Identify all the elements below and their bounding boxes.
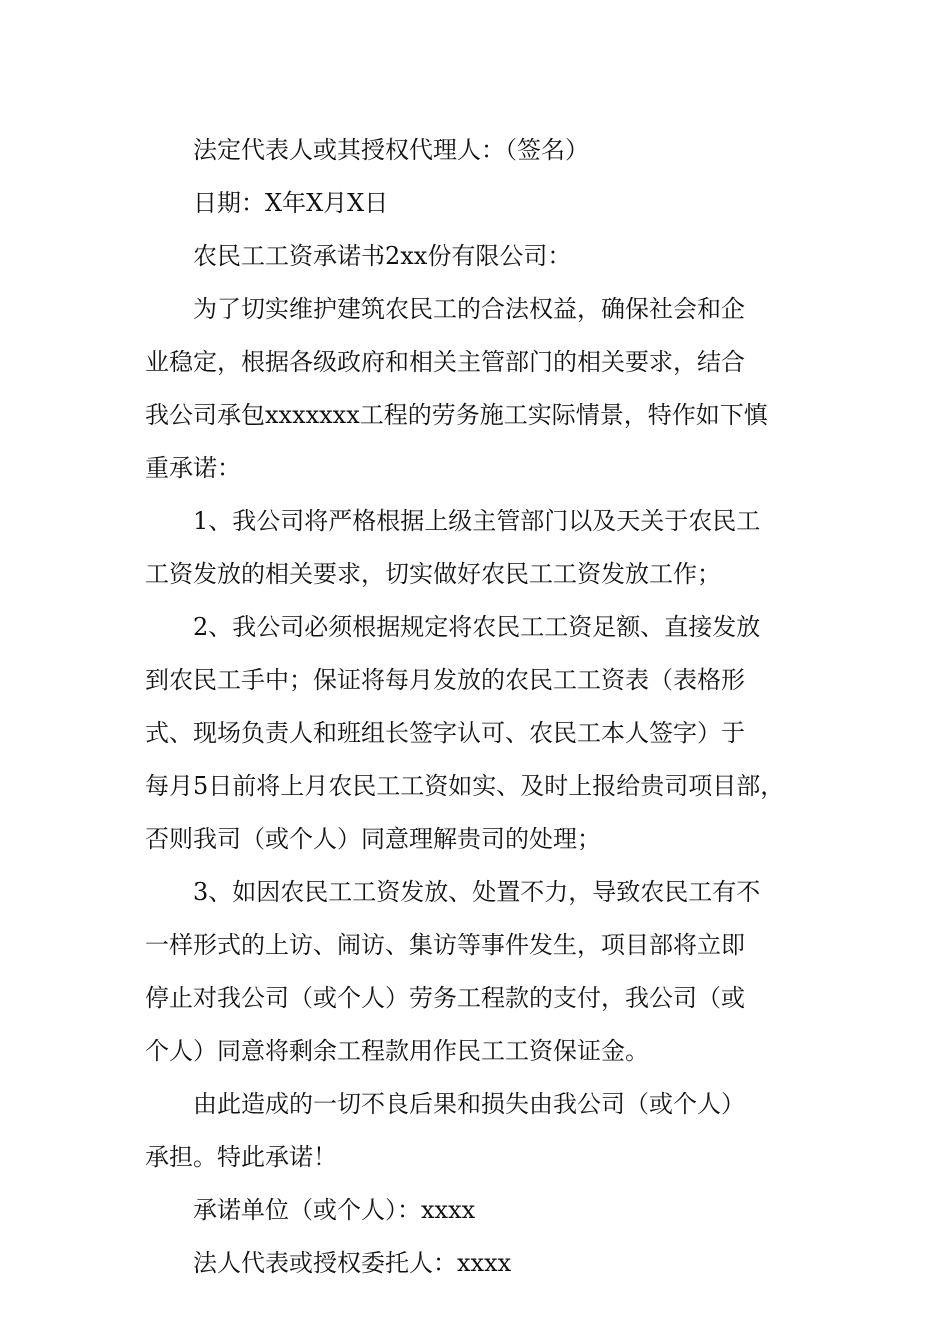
paragraph-line: 2、我公司必须根据规定将农民工工资足额、直接发放 xyxy=(193,613,761,641)
legal-rep-line: 法人代表或授权委托人：xxxx xyxy=(193,1249,512,1277)
item-2-paragraph xyxy=(145,603,810,863)
intro-paragraph xyxy=(145,285,810,492)
paragraph-line: 重承诺： xyxy=(145,454,241,482)
paragraph-line: 3、如因农民工工资发放、处置不力，导致农民工有不 xyxy=(193,878,761,906)
paragraph-line: 工资发放的相关要求，切实做好农民工工资发放工作； xyxy=(145,560,721,588)
paragraph-line: 由此造成的一切不良后果和损失由我公司（或个人） xyxy=(193,1090,745,1118)
closing-paragraph xyxy=(145,1080,810,1181)
paragraph-line: 一样形式的上访、闹访、集访等事件发生，项目部将立即 xyxy=(145,931,745,959)
paragraph-line: 停止对我公司（或个人）劳务工程款的支付，我公司（或 xyxy=(145,984,745,1012)
paragraph-line: 个人）同意将剩余工程款用作民工工资保证金。 xyxy=(145,1037,649,1065)
heading-line: 农民工工资承诺书2xx份有限公司： xyxy=(193,242,572,270)
paragraph-line: 每月5日前将上月农民工工资如实、及时上报给贵司项目部， xyxy=(145,772,785,800)
paragraph-line: 承担。特此承诺！ xyxy=(145,1143,337,1171)
document-body xyxy=(145,126,810,1292)
paragraph-line: 否则我司（或个人）同意理解贵司的处理； xyxy=(145,825,601,853)
signature-line: 法定代表人或其授权代理人：（签名） xyxy=(193,136,589,164)
paragraph-line: 我公司承包xxxxxxx工程的劳务施工实际情景，特作如下慎 xyxy=(145,401,768,429)
paragraph-line: 式、现场负责人和班组长签字认可、农民工本人签字）于 xyxy=(145,719,745,747)
item-3-paragraph xyxy=(145,868,810,1075)
paragraph-line: 业稳定，根据各级政府和相关主管部门的相关要求，结合 xyxy=(145,348,745,376)
promisor-line: 承诺单位（或个人）：xxxx xyxy=(193,1196,476,1224)
paragraph-line: 为了切实维护建筑农民工的合法权益，确保社会和企 xyxy=(193,295,745,323)
item-1-paragraph xyxy=(145,497,810,598)
date-line: 日期：X年X月X日 xyxy=(193,189,389,217)
paragraph-line: 1、我公司将严格根据上级主管部门以及天关于农民工 xyxy=(193,507,761,535)
paragraph-line: 到农民工手中；保证将每月发放的农民工工资表（表格形 xyxy=(145,666,745,694)
